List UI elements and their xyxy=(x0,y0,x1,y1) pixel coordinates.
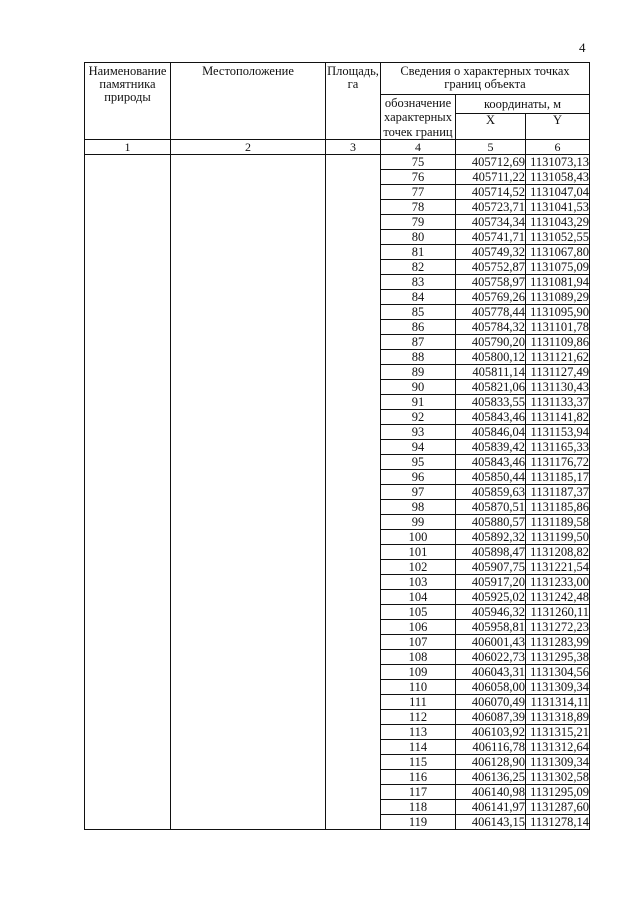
name-column-cell xyxy=(85,155,171,830)
coordinate-y-cell: 1131141,82 xyxy=(526,410,590,425)
coordinate-x-cell: 405800,12 xyxy=(456,350,526,365)
coordinate-y-cell: 1131304,56 xyxy=(526,665,590,680)
coordinate-x-cell: 405758,97 xyxy=(456,275,526,290)
point-designation-cell: 109 xyxy=(381,665,456,680)
column-number: 4 xyxy=(381,140,456,155)
point-designation-cell: 95 xyxy=(381,455,456,470)
coordinate-x-cell: 405811,14 xyxy=(456,365,526,380)
coordinate-x-cell: 406070,49 xyxy=(456,695,526,710)
coordinate-y-cell: 1131260,11 xyxy=(526,605,590,620)
coordinate-x-cell: 406022,73 xyxy=(456,650,526,665)
coordinate-x-cell: 405843,46 xyxy=(456,410,526,425)
coordinate-y-cell: 1131185,86 xyxy=(526,500,590,515)
point-designation-cell: 79 xyxy=(381,215,456,230)
coordinate-x-cell: 406143,15 xyxy=(456,815,526,830)
column-number: 5 xyxy=(456,140,526,155)
point-designation-cell: 115 xyxy=(381,755,456,770)
coordinate-y-cell: 1131095,90 xyxy=(526,305,590,320)
point-designation-cell: 76 xyxy=(381,170,456,185)
coordinate-x-cell: 405711,22 xyxy=(456,170,526,185)
point-designation-cell: 111 xyxy=(381,695,456,710)
coordinate-x-cell: 406141,97 xyxy=(456,800,526,815)
coordinate-x-cell: 406140,98 xyxy=(456,785,526,800)
point-designation-cell: 99 xyxy=(381,515,456,530)
coordinate-y-cell: 1131075,09 xyxy=(526,260,590,275)
coordinate-x-cell: 405917,20 xyxy=(456,575,526,590)
header-point-designation: обозначение характерных точек границ xyxy=(381,95,456,140)
coordinate-y-cell: 1131058,43 xyxy=(526,170,590,185)
location-column-cell xyxy=(171,155,326,830)
coordinate-y-cell: 1131187,37 xyxy=(526,485,590,500)
coordinate-x-cell: 405843,46 xyxy=(456,455,526,470)
coordinate-y-cell: 1131081,94 xyxy=(526,275,590,290)
coordinate-y-cell: 1131073,13 xyxy=(526,155,590,170)
coordinate-x-cell: 405850,44 xyxy=(456,470,526,485)
coordinate-x-cell: 405833,55 xyxy=(456,395,526,410)
column-number: 6 xyxy=(526,140,590,155)
coordinate-x-cell: 405778,44 xyxy=(456,305,526,320)
point-designation-cell: 94 xyxy=(381,440,456,455)
point-designation-cell: 102 xyxy=(381,560,456,575)
coordinate-x-cell: 405839,42 xyxy=(456,440,526,455)
column-numbers-row xyxy=(85,140,590,155)
coordinate-y-cell: 1131199,50 xyxy=(526,530,590,545)
header-area: Площадь, га xyxy=(326,63,381,140)
coordinate-x-cell: 405898,47 xyxy=(456,545,526,560)
point-designation-cell: 85 xyxy=(381,305,456,320)
coordinate-y-cell: 1131233,00 xyxy=(526,575,590,590)
coordinate-x-cell: 405821,06 xyxy=(456,380,526,395)
coordinate-x-cell: 405958,81 xyxy=(456,620,526,635)
point-designation-cell: 90 xyxy=(381,380,456,395)
header-name: Наименование памятника природы xyxy=(85,63,171,140)
coordinate-x-cell: 405870,51 xyxy=(456,500,526,515)
coordinate-y-cell: 1131127,49 xyxy=(526,365,590,380)
point-designation-cell: 112 xyxy=(381,710,456,725)
coordinate-y-cell: 1131165,33 xyxy=(526,440,590,455)
header-row-1 xyxy=(85,63,590,95)
coordinate-x-cell: 405925,02 xyxy=(456,590,526,605)
coordinate-x-cell: 405846,04 xyxy=(456,425,526,440)
coordinate-x-cell: 405734,34 xyxy=(456,215,526,230)
coordinate-x-cell: 405880,57 xyxy=(456,515,526,530)
header-boundary-info: Сведения о характерных точках границ объекта xyxy=(381,63,590,95)
coordinate-y-cell: 1131312,64 xyxy=(526,740,590,755)
coordinate-x-cell: 405859,63 xyxy=(456,485,526,500)
point-designation-cell: 89 xyxy=(381,365,456,380)
coordinate-y-cell: 1131242,48 xyxy=(526,590,590,605)
point-designation-cell: 118 xyxy=(381,800,456,815)
point-designation-cell: 92 xyxy=(381,410,456,425)
area-column-cell xyxy=(326,155,381,830)
coordinate-y-cell: 1131047,04 xyxy=(526,185,590,200)
coordinate-y-cell: 1131208,82 xyxy=(526,545,590,560)
header-location: Местоположение xyxy=(171,63,326,140)
point-designation-cell: 83 xyxy=(381,275,456,290)
point-designation-cell: 107 xyxy=(381,635,456,650)
point-designation-cell: 88 xyxy=(381,350,456,365)
point-designation-cell: 103 xyxy=(381,575,456,590)
coordinate-y-cell: 1131043,29 xyxy=(526,215,590,230)
coordinate-x-cell: 405749,32 xyxy=(456,245,526,260)
coordinate-y-cell: 1131130,43 xyxy=(526,380,590,395)
coordinate-x-cell: 405752,87 xyxy=(456,260,526,275)
coordinate-x-cell: 405769,26 xyxy=(456,290,526,305)
point-designation-cell: 104 xyxy=(381,590,456,605)
coordinate-y-cell: 1131221,54 xyxy=(526,560,590,575)
boundary-points-table xyxy=(84,62,590,830)
point-designation-cell: 82 xyxy=(381,260,456,275)
column-number: 3 xyxy=(326,140,381,155)
point-designation-cell: 116 xyxy=(381,770,456,785)
coordinate-x-cell: 406136,25 xyxy=(456,770,526,785)
coordinate-y-cell: 1131041,53 xyxy=(526,200,590,215)
coordinate-y-cell: 1131287,60 xyxy=(526,800,590,815)
coordinate-x-cell: 406116,78 xyxy=(456,740,526,755)
coordinate-y-cell: 1131052,55 xyxy=(526,230,590,245)
point-designation-cell: 78 xyxy=(381,200,456,215)
coordinate-y-cell: 1131309,34 xyxy=(526,755,590,770)
point-designation-cell: 97 xyxy=(381,485,456,500)
coordinate-y-cell: 1131089,29 xyxy=(526,290,590,305)
coordinate-y-cell: 1131295,09 xyxy=(526,785,590,800)
coordinate-x-cell: 406001,43 xyxy=(456,635,526,650)
header-x: X xyxy=(456,114,526,140)
coordinate-x-cell: 405714,52 xyxy=(456,185,526,200)
point-designation-cell: 105 xyxy=(381,605,456,620)
coordinate-y-cell: 1131315,21 xyxy=(526,725,590,740)
coordinate-y-cell: 1131189,58 xyxy=(526,515,590,530)
point-designation-cell: 98 xyxy=(381,500,456,515)
page-number: 4 xyxy=(579,40,586,55)
coordinate-y-cell: 1131067,80 xyxy=(526,245,590,260)
coordinate-y-cell: 1131101,78 xyxy=(526,320,590,335)
coordinate-y-cell: 1131309,34 xyxy=(526,680,590,695)
coordinate-y-cell: 1131133,37 xyxy=(526,395,590,410)
coordinate-x-cell: 406128,90 xyxy=(456,755,526,770)
coordinate-x-cell: 405723,71 xyxy=(456,200,526,215)
point-designation-cell: 93 xyxy=(381,425,456,440)
coordinate-y-cell: 1131153,94 xyxy=(526,425,590,440)
point-designation-cell: 113 xyxy=(381,725,456,740)
coordinate-x-cell: 405784,32 xyxy=(456,320,526,335)
point-designation-cell: 114 xyxy=(381,740,456,755)
coordinate-y-cell: 1131283,99 xyxy=(526,635,590,650)
table-row xyxy=(85,155,590,170)
coordinate-y-cell: 1131302,58 xyxy=(526,770,590,785)
point-designation-cell: 87 xyxy=(381,335,456,350)
header-coordinates: координаты, м xyxy=(456,95,590,114)
coordinate-y-cell: 1131314,11 xyxy=(526,695,590,710)
coordinate-y-cell: 1131185,17 xyxy=(526,470,590,485)
point-designation-cell: 110 xyxy=(381,680,456,695)
coordinate-x-cell: 405790,20 xyxy=(456,335,526,350)
point-designation-cell: 84 xyxy=(381,290,456,305)
point-designation-cell: 91 xyxy=(381,395,456,410)
coordinate-y-cell: 1131295,38 xyxy=(526,650,590,665)
coordinate-x-cell: 405907,75 xyxy=(456,560,526,575)
coordinate-x-cell: 406103,92 xyxy=(456,725,526,740)
coordinate-y-cell: 1131318,89 xyxy=(526,710,590,725)
point-designation-cell: 117 xyxy=(381,785,456,800)
point-designation-cell: 77 xyxy=(381,185,456,200)
point-designation-cell: 101 xyxy=(381,545,456,560)
coordinate-x-cell: 406043,31 xyxy=(456,665,526,680)
point-designation-cell: 96 xyxy=(381,470,456,485)
coordinate-x-cell: 405892,32 xyxy=(456,530,526,545)
point-designation-cell: 81 xyxy=(381,245,456,260)
coordinate-x-cell: 405712,69 xyxy=(456,155,526,170)
point-designation-cell: 86 xyxy=(381,320,456,335)
point-designation-cell: 80 xyxy=(381,230,456,245)
header-y: Y xyxy=(526,114,590,140)
coordinate-y-cell: 1131109,86 xyxy=(526,335,590,350)
coordinate-y-cell: 1131176,72 xyxy=(526,455,590,470)
coordinate-x-cell: 406087,39 xyxy=(456,710,526,725)
point-designation-cell: 100 xyxy=(381,530,456,545)
coordinate-y-cell: 1131278,14 xyxy=(526,815,590,830)
point-designation-cell: 75 xyxy=(381,155,456,170)
point-designation-cell: 106 xyxy=(381,620,456,635)
column-number: 1 xyxy=(85,140,171,155)
coordinate-y-cell: 1131121,62 xyxy=(526,350,590,365)
coordinate-x-cell: 405946,32 xyxy=(456,605,526,620)
coordinate-x-cell: 405741,71 xyxy=(456,230,526,245)
coordinate-y-cell: 1131272,23 xyxy=(526,620,590,635)
point-designation-cell: 119 xyxy=(381,815,456,830)
point-designation-cell: 108 xyxy=(381,650,456,665)
coordinate-x-cell: 406058,00 xyxy=(456,680,526,695)
column-number: 2 xyxy=(171,140,326,155)
